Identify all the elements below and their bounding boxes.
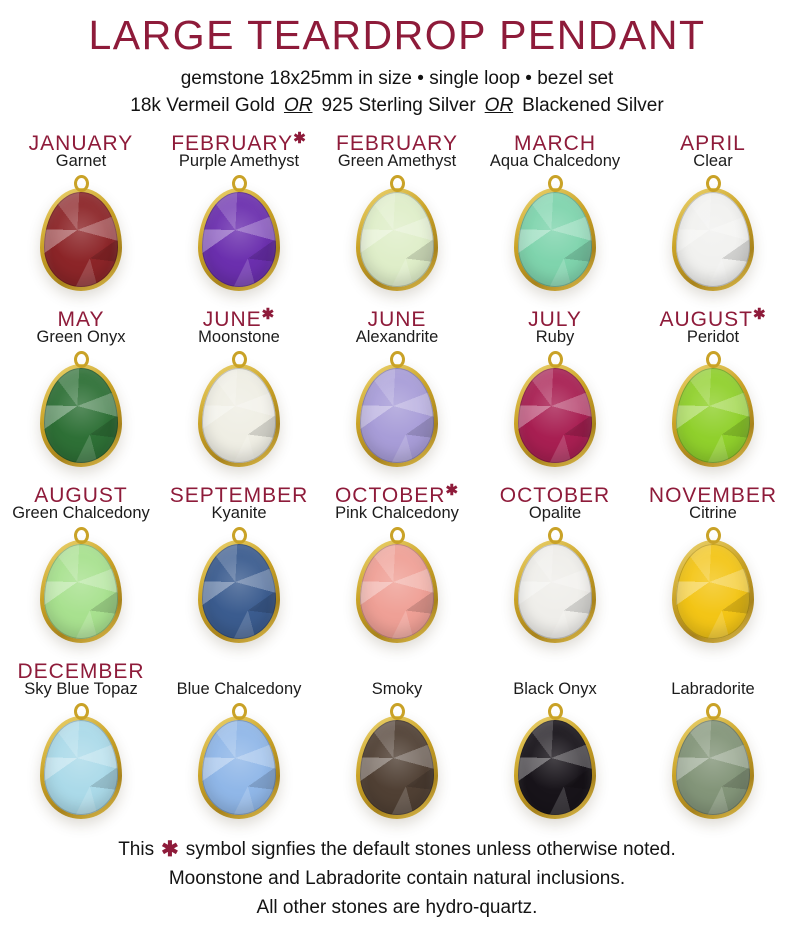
gem-stone: [360, 368, 434, 463]
pendant-bezel: [198, 716, 280, 819]
default-star: ✱: [445, 482, 460, 499]
month-label: [680, 126, 746, 155]
month-text: FEBRUARY: [171, 132, 294, 155]
stone-name: Clear: [693, 152, 733, 170]
pendant-loop-icon: [390, 175, 405, 192]
pendant-image: [672, 351, 754, 467]
month-text: DECEMBER: [17, 660, 145, 683]
gem-stone: [202, 368, 276, 463]
pendant-image: [672, 175, 754, 291]
gem-stone: [360, 544, 434, 639]
month-label: [28, 126, 134, 155]
stone-name: Garnet: [55, 152, 107, 170]
stone-name: Green Chalcedony: [12, 504, 150, 522]
pendant-image: [198, 703, 280, 819]
pendant-loop-icon: [74, 351, 89, 368]
pendant-loop-icon: [74, 175, 89, 192]
gem-stone: [676, 192, 750, 287]
pendant-loop-icon: [390, 527, 405, 544]
pendant-image: [40, 527, 122, 643]
month-text: AUGUST: [659, 308, 753, 331]
pendant-loop-icon: [706, 703, 721, 720]
pendant-image: [40, 351, 122, 467]
pendant-loop-icon: [232, 527, 247, 544]
gem-stone: [44, 544, 118, 639]
stone-name: Sky Blue Topaz: [24, 680, 138, 698]
pendant-cell-kyanite: [160, 478, 318, 654]
stone-name: Citrine: [689, 504, 737, 522]
month-label: [334, 478, 460, 507]
pendant-bezel: [514, 364, 596, 467]
pendant-loop-icon: [548, 175, 563, 192]
pendant-image: [356, 351, 438, 467]
month-text: APRIL: [680, 132, 746, 155]
month-text: JUNE: [367, 308, 427, 331]
pendant-loop-icon: [74, 703, 89, 720]
default-star-icon: ✱: [161, 838, 179, 861]
stone-name: Smoky: [371, 680, 423, 698]
footer-note-2: Moonstone and Labradorite contain natural inclusions.: [168, 868, 626, 889]
pendant-cell-peridot: [634, 302, 792, 478]
gem-stone: [202, 544, 276, 639]
pendant-cell-pink-chalcedony: [318, 478, 476, 654]
pendant-bezel: [356, 540, 438, 643]
pendant-image: [40, 703, 122, 819]
subtitle: gemstone 18x25mm in size • single loop • bezel set: [180, 68, 614, 89]
month-text: JUNE: [202, 308, 262, 331]
month-text: JANUARY: [28, 132, 134, 155]
pendant-bezel: [40, 188, 122, 291]
month-label: [34, 478, 128, 507]
material-option-1: 18k Vermeil Gold: [130, 95, 275, 116]
stone-name: Purple Amethyst: [178, 152, 300, 170]
month-label: [17, 654, 145, 683]
pendant-loop-icon: [548, 703, 563, 720]
pendant-image: [356, 527, 438, 643]
footer-note-1: [0, 835, 794, 864]
gem-stone: [44, 192, 118, 287]
pendant-cell-garnet: [2, 126, 160, 302]
month-label: [367, 302, 427, 331]
footer-note-3: All other stones are hydro-quartz.: [256, 897, 538, 918]
gem-stone: [518, 544, 592, 639]
month-text: AUGUST: [34, 484, 128, 507]
pendant-loop-icon: [390, 351, 405, 368]
pendant-bezel: [672, 188, 754, 291]
footer-notes: [0, 835, 794, 922]
pendant-loop-icon: [232, 175, 247, 192]
stone-name: Opalite: [528, 504, 582, 522]
stone-name: Green Amethyst: [337, 152, 457, 170]
pendant-image: [514, 351, 596, 467]
gem-stone: [676, 368, 750, 463]
material-option-3: Blackened Silver: [522, 95, 664, 116]
month-label: [499, 478, 611, 507]
pendant-bezel: [672, 364, 754, 467]
pendant-loop-icon: [548, 351, 563, 368]
pendant-cell-aqua-chalcedony: [476, 126, 634, 302]
pendant-loop-icon: [706, 175, 721, 192]
pendant-image: [514, 703, 596, 819]
gem-stone: [676, 544, 750, 639]
gem-stone: [360, 192, 434, 287]
month-text: MARCH: [514, 132, 596, 155]
stone-name: Blue Chalcedony: [176, 680, 302, 698]
month-label: [202, 302, 276, 331]
pendant-bezel: [514, 540, 596, 643]
pendant-cell-green-onyx: [2, 302, 160, 478]
pendant-cell-citrine: [634, 478, 792, 654]
pendant-loop-icon: [706, 351, 721, 368]
month-text: SEPTEMBER: [169, 484, 309, 507]
pendant-cell-opalite: [476, 478, 634, 654]
pendant-cell-green-chalcedony: [2, 478, 160, 654]
month-label: [528, 302, 582, 331]
pendant-image: [672, 703, 754, 819]
gem-stone: [518, 192, 592, 287]
pendant-cell-green-amethyst: [318, 126, 476, 302]
stone-name: Black Onyx: [513, 680, 597, 698]
month-text: NOVEMBER: [648, 484, 778, 507]
pendant-bezel: [40, 716, 122, 819]
month-label: [648, 478, 778, 507]
pendant-bezel: [672, 540, 754, 643]
month-text: OCTOBER: [499, 484, 611, 507]
month-text: JULY: [528, 308, 582, 331]
month-label: [659, 302, 767, 331]
default-star: ✱: [293, 130, 307, 147]
pendant-cell-clear: [634, 126, 792, 302]
pendant-bezel: [40, 540, 122, 643]
pendant-cell-sky-blue-topaz: [2, 654, 160, 830]
gem-stone: [360, 720, 434, 815]
default-star: ✱: [752, 306, 767, 323]
stone-grid: [0, 126, 794, 830]
pendant-image: [198, 175, 280, 291]
pendant-loop-icon: [232, 351, 247, 368]
pendant-cell-ruby: [476, 302, 634, 478]
pendant-image: [198, 351, 280, 467]
or-separator-2: OR: [484, 95, 514, 116]
pendant-bezel: [514, 716, 596, 819]
stone-name: Pink Chalcedony: [335, 504, 459, 522]
stone-name: Green Onyx: [36, 328, 126, 346]
pendant-cell-blue-chalcedony: [160, 654, 318, 830]
pendant-cell-alexandrite: [318, 302, 476, 478]
pendant-cell-purple-amethyst: [160, 126, 318, 302]
month-label: [336, 126, 458, 155]
pendant-cell-black-onyx: [476, 654, 634, 830]
pendant-image: [514, 175, 596, 291]
month-label: [514, 126, 596, 155]
material-option-2: 925 Sterling Silver: [321, 95, 476, 116]
month-text: FEBRUARY: [336, 132, 458, 155]
pendant-cell-smoky: [318, 654, 476, 830]
gem-stone: [44, 720, 118, 815]
pendant-image: [198, 527, 280, 643]
pendant-image: [672, 527, 754, 643]
month-text: MAY: [57, 308, 105, 331]
pendant-bezel: [356, 188, 438, 291]
pendant-image: [356, 703, 438, 819]
pendant-bezel: [514, 188, 596, 291]
month-label: [171, 126, 307, 155]
pendant-image: [40, 175, 122, 291]
pendant-bezel: [198, 188, 280, 291]
stone-name: Ruby: [535, 328, 575, 346]
gem-stone: [202, 192, 276, 287]
pendant-cell-moonstone: [160, 302, 318, 478]
pendant-bezel: [356, 364, 438, 467]
gem-stone: [518, 720, 592, 815]
pendant-bezel: [672, 716, 754, 819]
footer-note-1-pre: This: [118, 839, 155, 860]
stone-name: Labradorite: [671, 680, 755, 698]
month-label: [57, 302, 105, 331]
stone-name: Moonstone: [198, 328, 280, 346]
pendant-loop-icon: [548, 527, 563, 544]
pendant-image: [356, 175, 438, 291]
pendant-image: [514, 527, 596, 643]
page-title: LARGE TEARDROP PENDANT: [88, 12, 706, 58]
stone-name: Kyanite: [211, 504, 267, 522]
header: [0, 0, 794, 118]
month-text: OCTOBER: [334, 484, 446, 507]
pendant-loop-icon: [706, 527, 721, 544]
pendant-bezel: [356, 716, 438, 819]
materials-line: [0, 93, 794, 118]
gem-stone: [676, 720, 750, 815]
gem-stone: [202, 720, 276, 815]
gem-stone: [44, 368, 118, 463]
month-label: [169, 478, 309, 507]
pendant-loop-icon: [232, 703, 247, 720]
stone-name: Peridot: [686, 328, 740, 346]
pendant-bezel: [198, 540, 280, 643]
pendant-loop-icon: [390, 703, 405, 720]
or-separator-1: OR: [283, 95, 313, 116]
default-star: ✱: [261, 306, 276, 323]
stone-name: Aqua Chalcedony: [489, 152, 621, 170]
pendant-cell-labradorite: [634, 654, 792, 830]
stone-name: Alexandrite: [355, 328, 439, 346]
pendant-bezel: [40, 364, 122, 467]
footer-note-1-post: symbol signfies the default stones unless otherwise noted.: [185, 839, 676, 860]
pendant-loop-icon: [74, 527, 89, 544]
pendant-bezel: [198, 364, 280, 467]
gem-stone: [518, 368, 592, 463]
